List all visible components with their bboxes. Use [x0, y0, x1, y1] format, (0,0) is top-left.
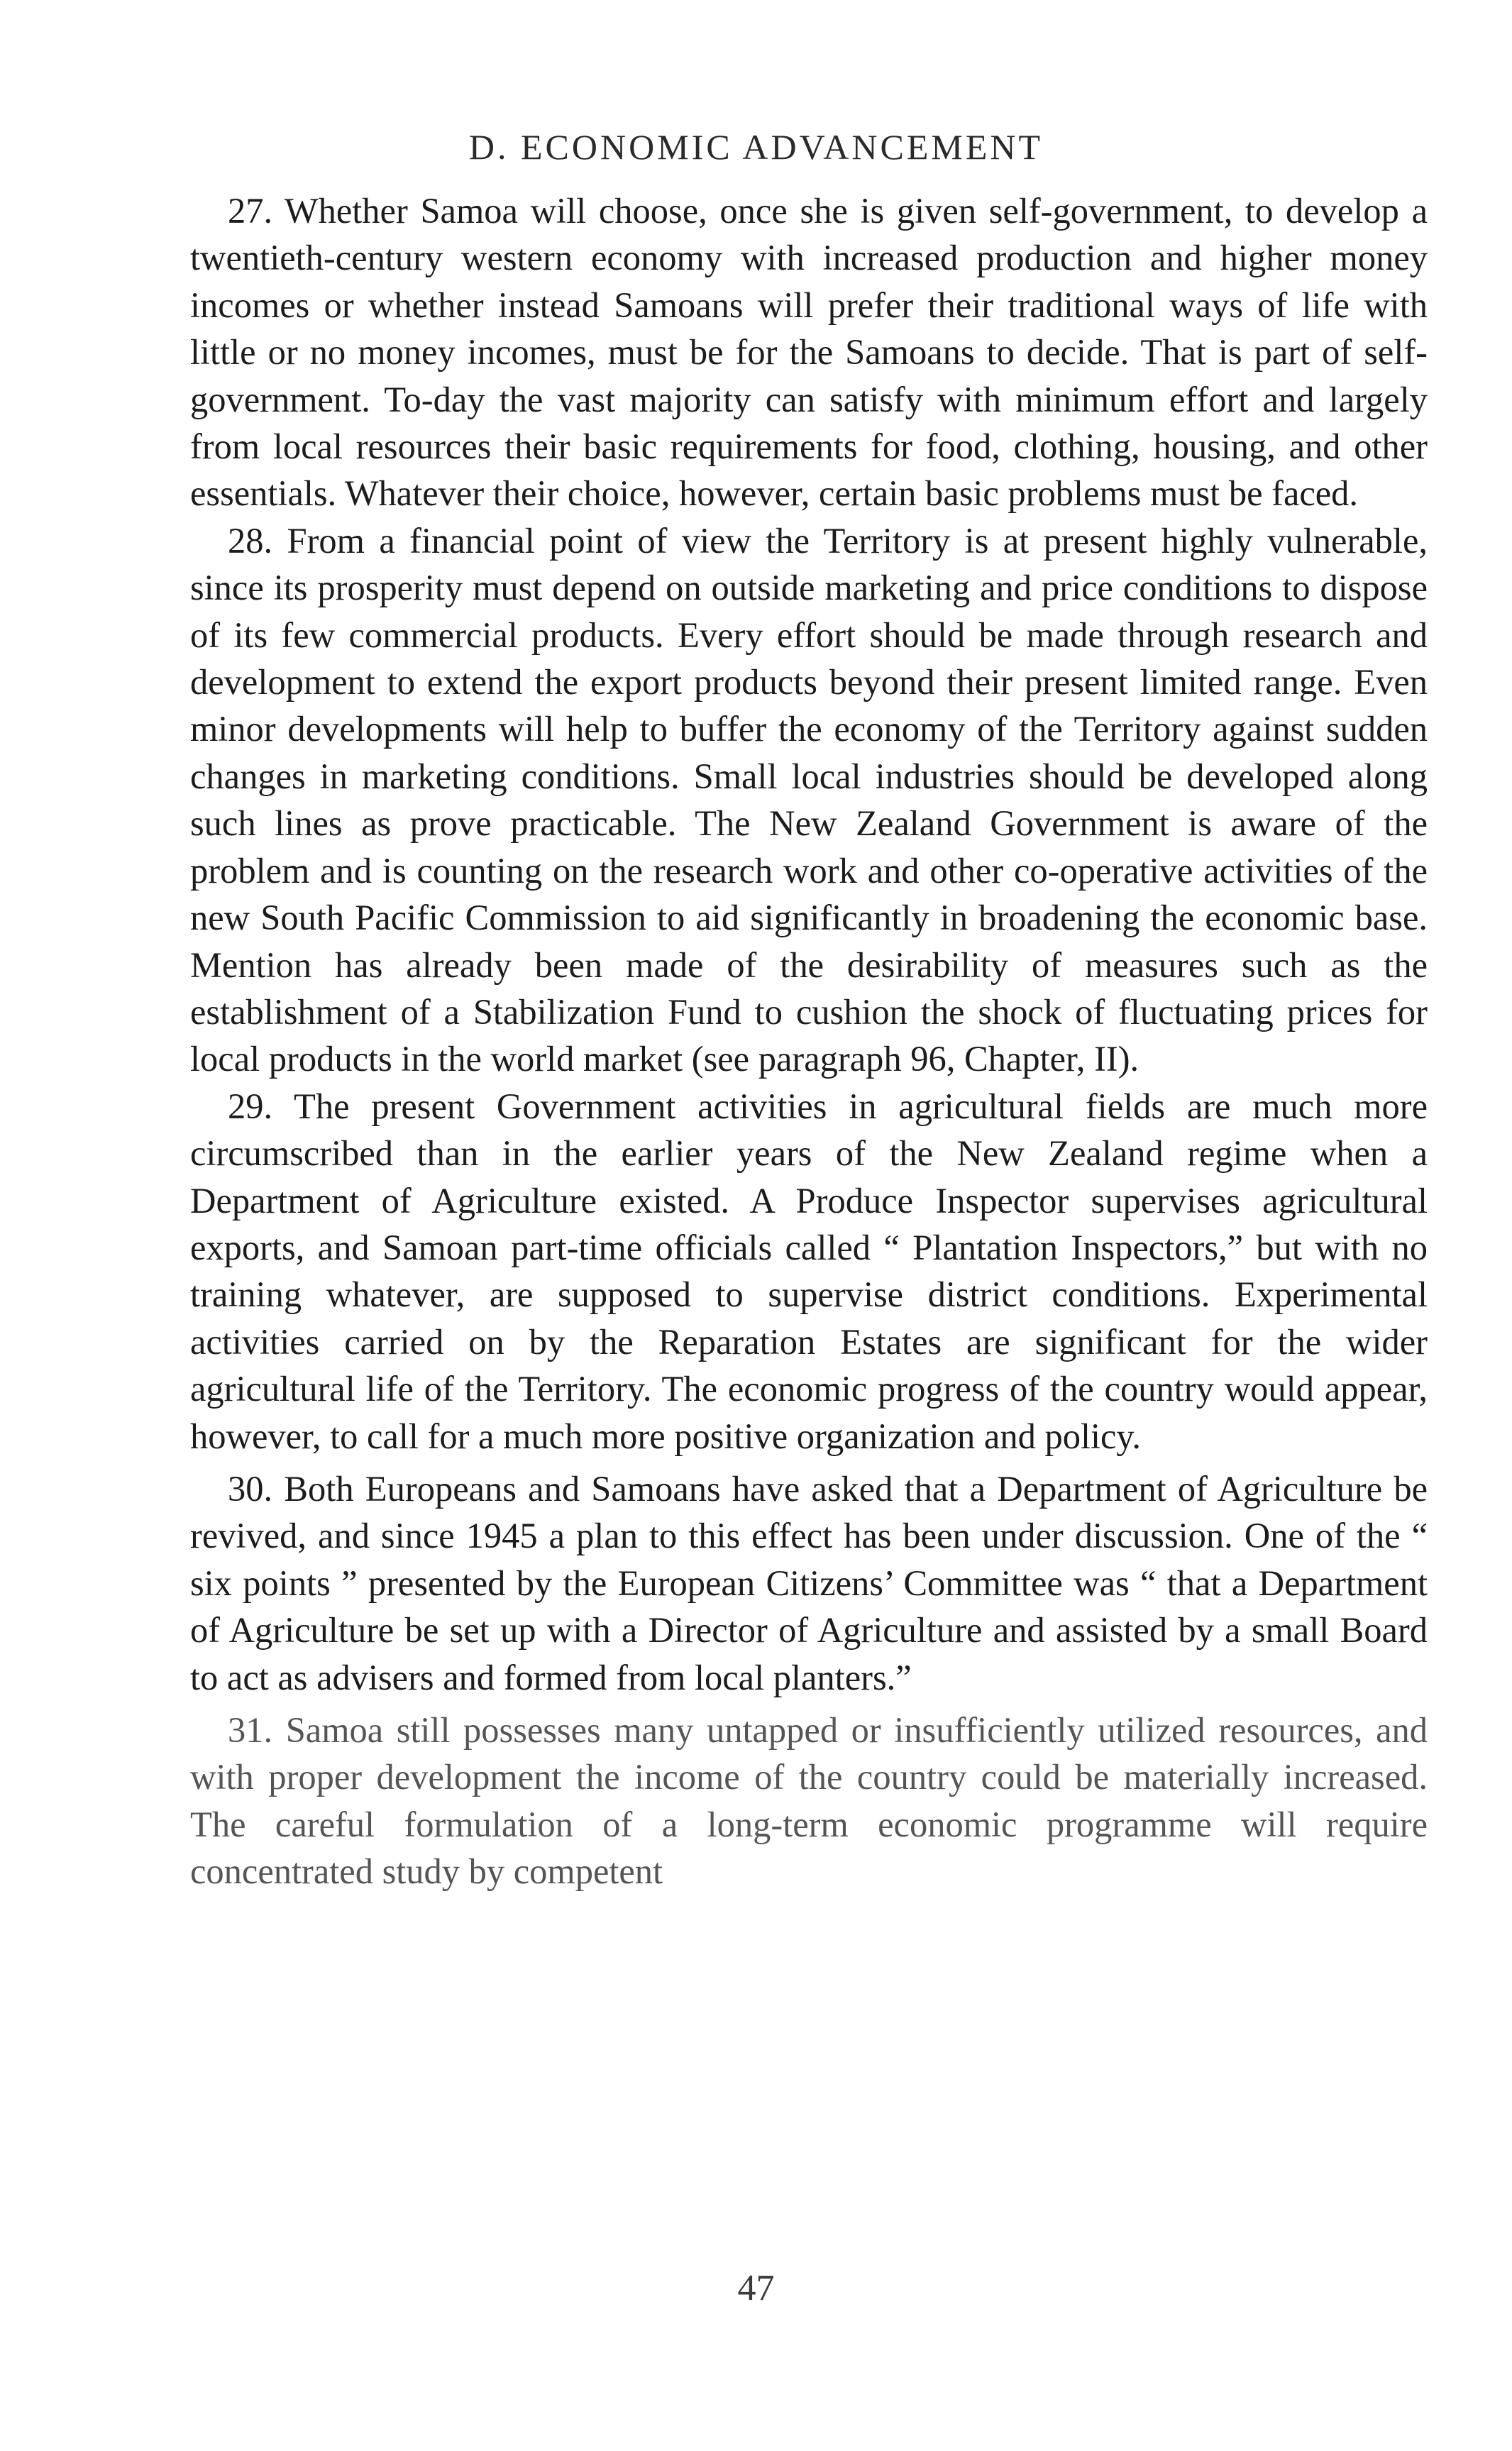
page-number: 47	[737, 2268, 775, 2308]
paragraph-text: Both Europeans and Samoans have asked that a Department of Agriculture be revived, and since 1945 a plan to this effect has been under discussion. One of the “ six points ” presented by the European Citizens’ Committee was “ that a Department of Agriculture be set up with a Director of Agriculture and assisted by a small Board to act as advisers and formed from local planters.”	[190, 1468, 1428, 1697]
paragraph-text: Whether Samoa will choose, once she is given self-government, to develop a twentieth-century western economy with increased production and higher money incomes or whether instead Samoans will prefer their traditional ways of life with little or no money incomes, must be for the Samoans to decide. That is part of self-government. To-day the vast majority can satisfy with minimum effort and largely from local resources their basic requirements for food, clothing, housing, and other essentials. Whatever their choice, however, certain basic problems must be faced.	[190, 191, 1428, 514]
paragraph-28	[190, 517, 1428, 1083]
paragraph-number: 28.	[228, 520, 273, 561]
paragraph-text: Samoa still possesses many untapped or insufficiently utilized resources, and with proper development the income of the country could be materially increased. The careful formulation of a long-term economic programme will require concentrated study by competent	[190, 1710, 1428, 1892]
section-heading: D. ECONOMIC ADVANCEMENT	[468, 127, 1044, 167]
paragraph-27	[190, 187, 1428, 517]
paragraph-number: 29.	[228, 1086, 273, 1126]
paragraph-29	[190, 1083, 1428, 1460]
paragraph-31	[190, 1707, 1428, 1895]
paragraph-number: 31.	[228, 1710, 273, 1750]
body-text	[190, 187, 1428, 1895]
paragraph-number: 27.	[228, 191, 273, 231]
paragraph-text: From a financial point of view the Territory is at present highly vulnerable, since its prosperity must depend on outside marketing and price conditions to dispose of its few commercial products. Every effort should be made through research and development to extend the export products beyond their present limited range. Even minor developments will help to buffer the economy of the Territory against sudden changes in marketing conditions. Small local industries should be developed along such lines as prove practicable. The New Zealand Government is aware of the problem and is counting on the research work and other co-operative activities of the new South Pacific Commission to aid significantly in broadening the economic base. Mention has already been made of the desirability of measures such as the establishment of a Stabilization Fund to cushion the shock of fluctuating prices for local products in the world market (see paragraph 96, Chapter, II).	[190, 520, 1428, 1079]
paragraph-30	[190, 1465, 1428, 1701]
paragraph-number: 30.	[228, 1468, 273, 1509]
paragraph-text: The present Government activities in agricultural fields are much more circumscribed than in the earlier years of the New Zealand regime when a Department of Agriculture existed. A Produce Inspector supervises agricultural exports, and Samoan part-time officials called “ Plantation Inspectors,” but with no training whatever, are supposed to supervise district conditions. Experimental activities carried on by the Reparation Estates are significant for the wider agricultural life of the Territory. The economic progress of the country would appear, however, to call for a much more positive organization and policy.	[190, 1086, 1428, 1456]
